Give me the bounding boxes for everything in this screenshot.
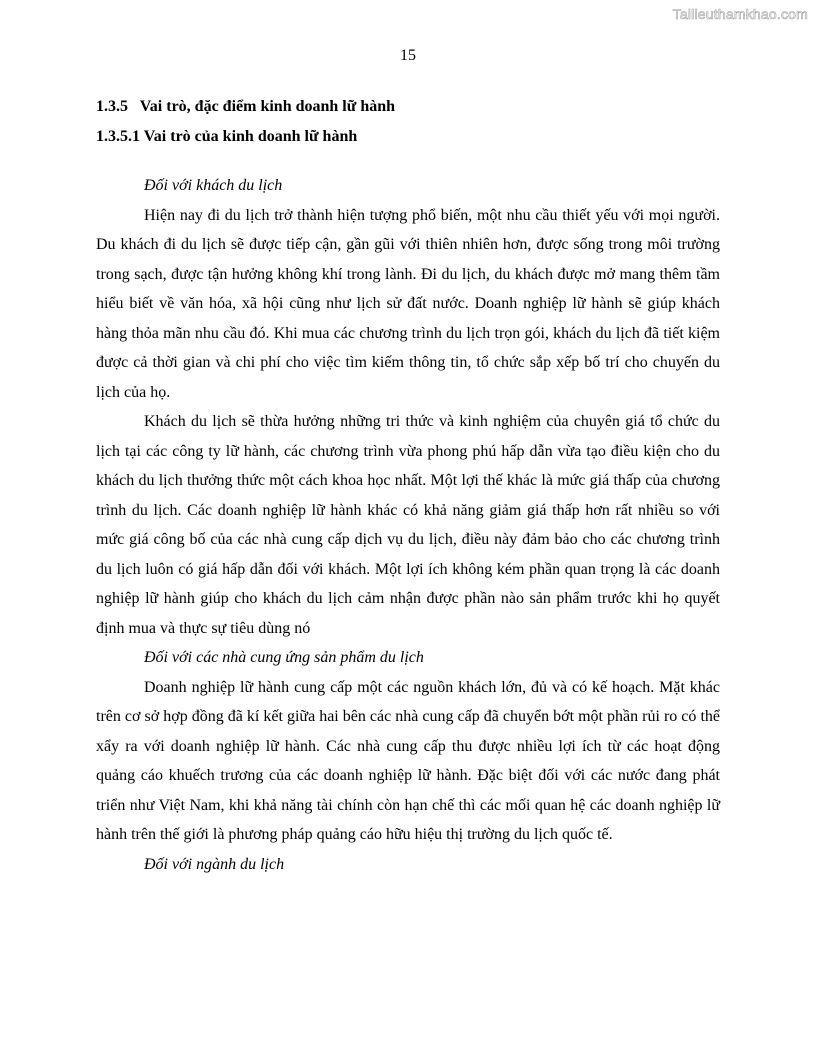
page-number: 15 <box>400 47 416 64</box>
subhead-tourists: Đối với khách du lịch <box>144 177 283 194</box>
document-body <box>96 92 720 879</box>
subhead-suppliers: Đối với các nhà cung ứng sản phẩm du lịch <box>144 649 424 666</box>
watermark-text: Tailieuthamkhao.com <box>672 6 808 22</box>
paragraph: Khách du lịch sẽ thừa hưởng những tri thức và kinh nghiệm của chuyên giá tổ chức du lịch tại các công ty lữ hành, các chương trình vừa phong phú hấp dẫn vừa tạo điều kiện cho du khách du lịch thưởng thức một cách khoa học nhất. Một lợi thế khác là mức giá thấp của chương trình du lịch. Các doanh nghiệp lữ hành khác có khả năng giảm giá thấp hơn rất nhiều so với mức giá công bố của các nhà cung cấp dịch vụ du lịch, điều này đảm bảo cho các chương trình du lịch luôn có giá hấp dẫn đối với khách. Một lợi ích không kém phần quan trọng là các doanh nghiệp lữ hành giúp cho khách du lịch cảm nhận được phần nào sản phẩm trước khi họ quyết định mua và thực sự tiêu dùng nó <box>96 413 720 637</box>
subsection-heading: 1.3.5.1 Vai trò của kinh doanh lữ hành <box>96 127 358 145</box>
paragraph: Hiện nay đi du lịch trở thành hiện tượng phổ biến, một nhu cầu thiết yếu với mọi người. Du khách đi du lịch sẽ được tiếp cận, gần gũi với thiên nhiên hơn, được sống trong môi trường trong sạch, được tận hưởng không khí trong lành. Đi du lịch, du khách được mở mang thêm tầm hiểu biết về văn hóa, xã hội cũng như lịch sử đất nước. Doanh nghiệp lữ hành sẽ giúp khách hàng thỏa mãn nhu cầu đó. Khi mua các chương trình du lịch trọn gói, khách du lịch đã tiết kiệm được cả thời gian và chi phí cho việc tìm kiếm thông tin, tổ chức sắp xếp bố trí cho chuyến du lịch của họ. <box>96 206 720 401</box>
section-heading: 1.3.5 Vai trò, đặc điểm kinh doanh lữ hành <box>96 98 396 115</box>
subhead-tourism-industry: Đối với ngành du lịch <box>144 855 285 873</box>
paragraph: Doanh nghiệp lữ hành cung cấp một các nguồn khách lớn, đủ và có kế hoạch. Mặt khác trên cơ sở hợp đồng đã kí kết giữa hai bên các nhà cung cấp đã chuyển bớt một phần rủi ro có thể xẩy ra với doanh nghiệp lữ hành. Các nhà cung cấp thu được nhiều lợi ích từ các hoạt động quảng cáo khuếch trương của các doanh nghiệp lữ hành. Đặc biệt đối với các nước đang phát triển như Việt Nam, khi khả năng tài chính còn hạn chế thì các mối quan hệ các doanh nghiệp lữ hành trên thế giới là phương pháp quảng cáo hữu hiệu thị trường du lịch quốc tế. <box>96 678 720 843</box>
